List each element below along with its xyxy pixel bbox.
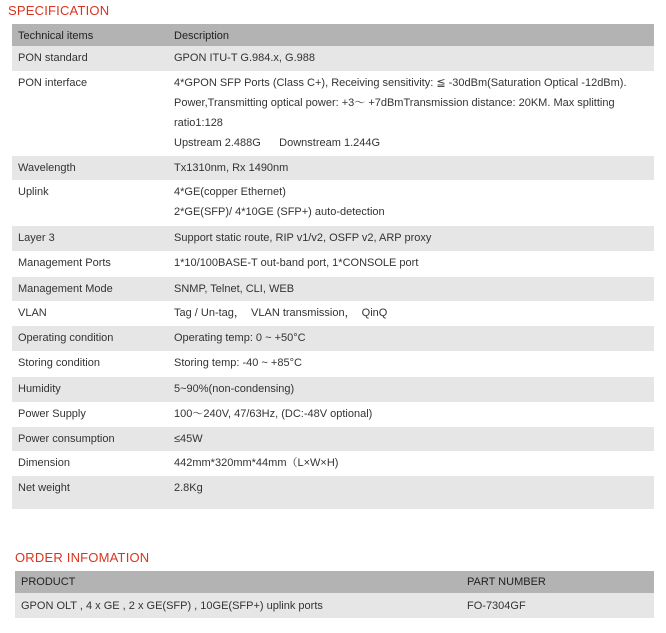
spec-value [168,156,654,180]
header-part-number: PART NUMBER [461,571,654,593]
spec-value [168,451,654,476]
spec-value [168,277,654,301]
spec-value [168,351,654,377]
spec-value [168,226,654,251]
spec-row-operating-condition [12,326,654,351]
spec-value-line: GPON ITU-T G.984.x, G.988 [174,52,316,64]
spec-value [168,377,654,402]
spec-row-vlan [12,301,654,326]
spec-value-line: Support static route, RIP v1/v2, OSFP v2, ARP proxy [174,232,432,244]
spec-key: Management Mode [12,277,168,301]
spec-value [168,71,654,156]
spec-key: Management Ports [12,251,168,277]
spec-value-line: Tx1310nm, Rx 1490nm [174,162,289,174]
spec-value [168,301,654,326]
spec-row-layer3 [12,226,654,251]
spec-key: Net weight [12,476,168,500]
spec-value [168,402,654,427]
spec-value [168,427,654,451]
spec-value-line: 100～240V, 47/63Hz, (DC:-48V optional) [174,408,373,420]
spec-value [168,476,654,500]
spec-value-line: 4*GE(copper Ethernet) [174,186,286,198]
spec-row-storing-condition [12,351,654,377]
spec-value-line: SNMP, Telnet, CLI, WEB [174,283,295,295]
spec-row-management-mode [12,277,654,301]
spec-value-line: Power,Transmitting optical power: +3～ +7dBmTransmission distance: 20KM. Max splitting [174,97,615,109]
spec-header-row [12,24,654,46]
spec-key: Humidity [12,377,168,402]
order-information-table [15,571,654,618]
spec-key: Storing condition [12,351,168,377]
specification-table [12,24,654,509]
spec-value-line: 1*10/100BASE-T out-band port, 1*CONSOLE port [174,257,419,269]
order-information-title: ORDER INFOMATION [15,550,150,565]
spec-key: Dimension [12,451,168,476]
header-description: Description [168,24,654,46]
spec-value-line: 442mm*320mm*44mm（L×W×H) [174,457,339,469]
spec-value [168,326,654,351]
spec-key: PON standard [12,46,168,71]
spec-value-line: 5~90%(non-condensing) [174,383,295,395]
spec-value-line: Storing temp: -40 ~ +85°C [174,357,302,369]
spec-row-dimension [12,451,654,476]
spec-row-power-consumption [12,427,654,451]
order-product: GPON OLT , 4 x GE , 2 x GE(SFP) , 10GE(SFP+) uplink ports [15,593,461,618]
order-part-number: FO-7304GF [461,593,654,618]
header-technical-items: Technical items [12,24,168,46]
spec-key: Layer 3 [12,226,168,251]
spec-value [168,251,654,277]
spec-key: Uplink [12,180,168,226]
spec-row-pon-standard [12,46,654,71]
spec-key: Power Supply [12,402,168,427]
spec-key: VLAN [12,301,168,326]
spec-value [168,46,654,71]
spec-value [168,180,654,226]
spec-value-line: 2*GE(SFP)/ 4*10GE (SFP+) auto-detection [174,206,385,218]
specification-title: SPECIFICATION [8,3,110,18]
spec-row-wavelength [12,156,654,180]
spec-row-humidity [12,377,654,402]
spec-value-line: Upstream 2.488G Downstream 1.244G [174,137,381,149]
spec-value-line: ≤45W [174,433,203,445]
spec-value-line: Operating temp: 0 ~ +50°C [174,332,306,344]
spec-row-net-weight [12,476,654,500]
spec-row-pon-interface [12,71,654,156]
spec-key: Wavelength [12,156,168,180]
header-product: PRODUCT [15,571,461,593]
spec-key: PON interface [12,71,168,156]
spec-row-uplink [12,180,654,226]
spec-key: Power consumption [12,427,168,451]
spec-bottom-band [12,500,654,509]
spec-row-management-ports [12,251,654,277]
spec-key: Operating condition [12,326,168,351]
spec-row-power-supply [12,402,654,427]
spec-value-line: 4*GPON SFP Ports (Class C+), Receiving sensitivity: ≦ -30dBm(Saturation Optical -12dBm). [174,77,627,89]
order-header-row [15,571,654,593]
spec-value-line: ratio1:128 [174,117,223,129]
order-row [15,593,654,618]
spec-value-line: Tag / Un-tag， VLAN transmission， QinQ [174,307,388,319]
spec-value-line: 2.8Kg [174,482,203,494]
